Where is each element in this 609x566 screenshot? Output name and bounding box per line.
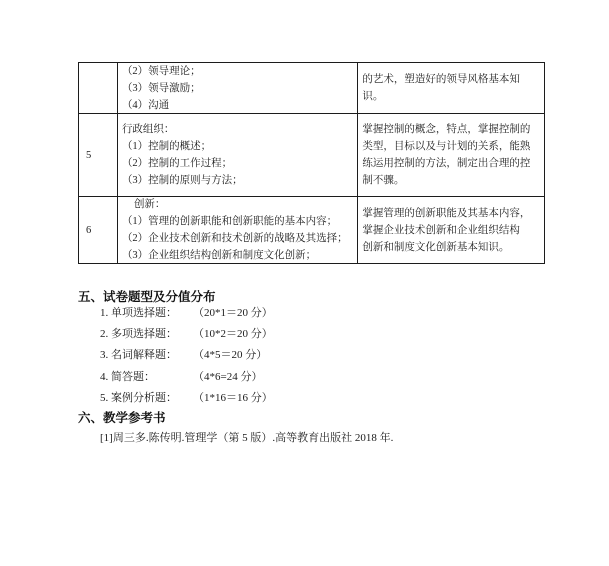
objective-line: 类型，目标以及与计划的关系，能熟: [362, 141, 531, 152]
syllabus-table: [78, 62, 545, 264]
content-line: （2）企业技术创新和技术创新的战略及其选择；: [121, 233, 348, 244]
objective-cell: [358, 114, 545, 197]
content-cell: [118, 114, 358, 197]
content-line: （2）控制的工作过程；: [121, 158, 233, 169]
row-number: 5: [86, 149, 92, 161]
objective-cell: [358, 197, 545, 264]
exam-item-value: （1*16＝16 分）: [193, 391, 273, 404]
content-line: （3）领导激励；: [121, 82, 201, 94]
row-number: 6: [86, 224, 92, 236]
exam-item: [100, 304, 273, 325]
content-line: （1）管理的创新职能和创新职能的基本内容；: [121, 216, 338, 227]
section-heading-exam-types: 五、试卷题型及分值分布: [78, 290, 216, 304]
objective-line: 掌握企业技术创新和企业组织结构: [362, 224, 520, 236]
exam-item-value: （4*5＝20 分）: [193, 349, 268, 362]
objective-line: 的艺术，塑造好的领导风格基本知: [362, 74, 520, 85]
objective-line: 掌握管理的创新职能及其基本内容，: [362, 207, 531, 219]
content-cell: [118, 197, 358, 264]
exam-item-value: （10*2＝20 分）: [193, 328, 273, 341]
exam-item: [100, 325, 273, 346]
content-line: （2）领导理论；: [121, 65, 201, 77]
table-row: [79, 114, 545, 197]
reference-entry: [1]周三多.陈传明.管理学（第 5 版）.高等教育出版社 2018 年.: [100, 432, 394, 444]
row-number-cell: [79, 197, 118, 264]
exam-item: [100, 368, 273, 389]
content-cell: [118, 63, 358, 114]
exam-item-label: 4. 简答题：: [100, 370, 155, 383]
exam-item-label: 2. 多项选择题：: [100, 328, 177, 341]
content-line: （3）控制的原则与方法；: [121, 175, 243, 186]
exam-item-label: 3. 名词解释题：: [100, 349, 177, 362]
section-heading-references: 六、教学参考书: [78, 411, 166, 425]
row-number-cell: [79, 114, 118, 197]
objective-line: 掌握控制的概念，特点，掌握控制的: [362, 124, 531, 135]
exam-item-value: （20*1＝20 分）: [193, 307, 273, 319]
row-number-cell: [79, 63, 118, 114]
content-line: （3）企业组织结构创新和制度文化创新；: [121, 250, 317, 261]
exam-item-value: （4*6=24 分）: [193, 370, 263, 383]
exam-item-label: 1. 单项选择题：: [100, 307, 177, 319]
content-line: （4）沟通: [121, 99, 170, 111]
content-line: 行政组织：: [121, 124, 175, 135]
objective-line: 创新和制度文化创新基本知识。: [362, 241, 510, 253]
exam-item: [100, 389, 273, 410]
exam-item-label: 5. 案例分析题：: [100, 391, 177, 404]
table-row: [79, 197, 545, 264]
objective-line: 制不骤。: [362, 175, 405, 186]
table-row: [79, 63, 545, 114]
content-line: 创新：: [133, 199, 166, 210]
exam-type-list: [100, 304, 273, 410]
objective-cell: [358, 63, 545, 114]
objective-line: 识。: [362, 91, 384, 102]
content-line: （1）控制的概述；: [121, 141, 212, 152]
exam-item: [100, 346, 273, 367]
objective-line: 练运用控制的方法，制定出合理的控: [362, 158, 531, 169]
